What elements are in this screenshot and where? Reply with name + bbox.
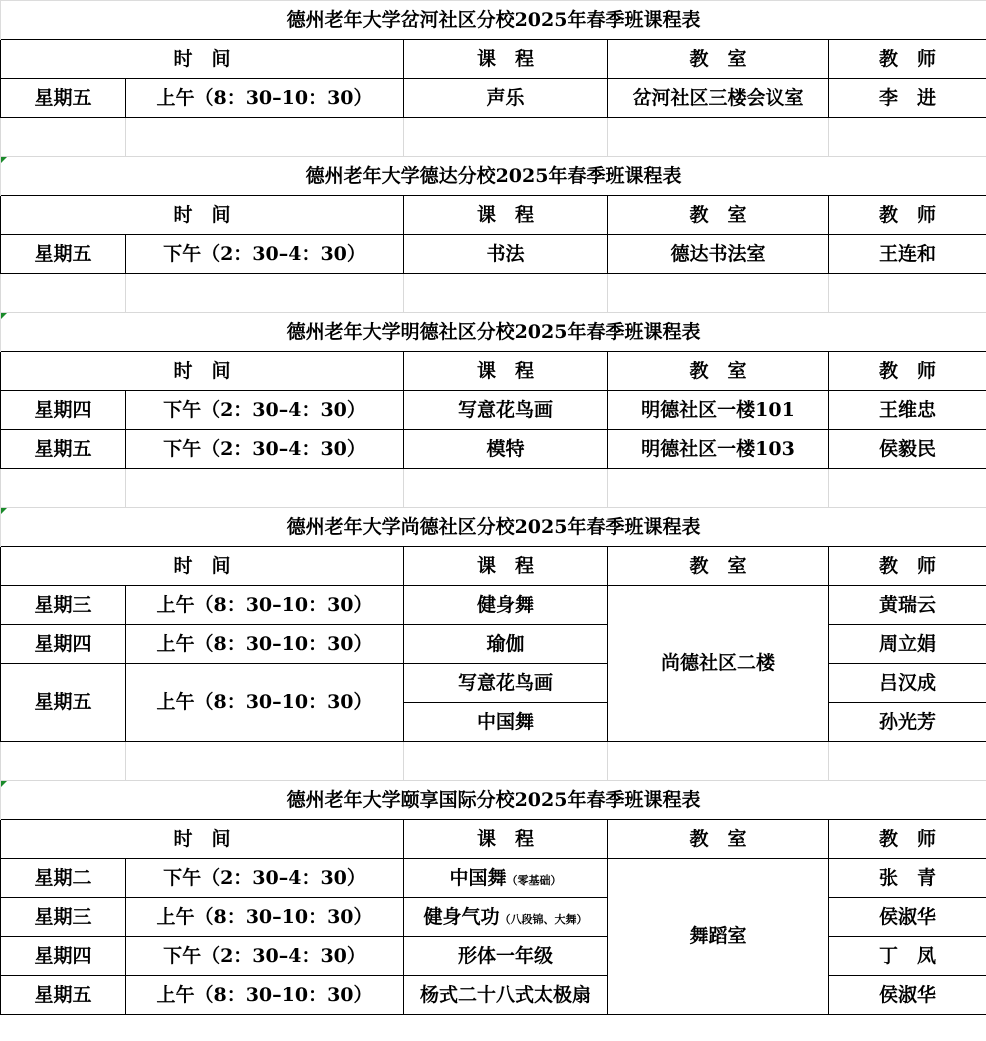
blank-cell — [829, 118, 986, 157]
course-cell: 声乐 — [404, 79, 608, 118]
section-title-row — [1, 781, 986, 820]
blank-cell — [608, 742, 829, 781]
course-name: 中国舞 — [449, 866, 507, 889]
header-course: 课 程 — [404, 196, 608, 235]
blank-cell — [126, 742, 404, 781]
teacher-cell: 丁 凤 — [829, 937, 986, 976]
blank-cell — [126, 274, 404, 313]
section-title — [1, 508, 986, 547]
course-cell: 模特 — [404, 430, 608, 469]
teacher-cell: 侯淑华 — [829, 898, 986, 937]
header-time: 时 间 — [1, 40, 404, 79]
header-time: 时 间 — [1, 820, 404, 859]
day-cell: 星期四 — [1, 625, 126, 664]
course-cell: 中国舞 — [404, 703, 608, 742]
day-cell: 星期四 — [1, 937, 126, 976]
header-teacher: 教 师 — [829, 820, 986, 859]
blank-cell — [1, 274, 126, 313]
blank-cell — [608, 274, 829, 313]
spacer-row — [1, 274, 986, 313]
day-cell: 星期三 — [1, 586, 126, 625]
header-course: 课 程 — [404, 547, 608, 586]
course-cell: 瑜伽 — [404, 625, 608, 664]
room-cell: 明德社区一楼101 — [608, 391, 829, 430]
header-room: 教 室 — [608, 40, 829, 79]
header-room: 教 室 — [608, 352, 829, 391]
blank-cell — [404, 742, 608, 781]
teacher-cell: 侯毅民 — [829, 430, 986, 469]
section-title — [1, 313, 986, 352]
blank-cell — [404, 118, 608, 157]
section-title — [1, 781, 986, 820]
course-cell: 杨式二十八式太极扇 — [404, 976, 608, 1015]
course-cell: 健身舞 — [404, 586, 608, 625]
blank-cell — [1, 469, 126, 508]
section-title — [1, 157, 986, 196]
section-title-text: 德州老年大学颐享国际分校2025年春季班课程表 — [286, 788, 701, 811]
blank-cell — [126, 118, 404, 157]
table-row — [1, 586, 986, 625]
section-title-row — [1, 313, 986, 352]
section-title-text: 德州老年大学德达分校2025年春季班课程表 — [305, 164, 682, 187]
course-cell: 书法 — [404, 235, 608, 274]
time-cell: 下午（2：30–4：30） — [126, 937, 404, 976]
section-title-text: 德州老年大学明德社区分校2025年春季班课程表 — [286, 320, 701, 343]
blank-cell — [404, 469, 608, 508]
room-cell: 德达书法室 — [608, 235, 829, 274]
header-row — [1, 352, 986, 391]
header-room: 教 室 — [608, 820, 829, 859]
teacher-cell: 王连和 — [829, 235, 986, 274]
table-row — [1, 79, 986, 118]
blank-cell — [608, 118, 829, 157]
blank-cell — [829, 274, 986, 313]
time-cell: 上午（8：30–10：30） — [126, 664, 404, 742]
header-time: 时 间 — [1, 547, 404, 586]
header-course: 课 程 — [404, 820, 608, 859]
header-room: 教 室 — [608, 547, 829, 586]
course-name: 健身气功 — [423, 905, 500, 928]
time-cell: 上午（8：30–10：30） — [126, 79, 404, 118]
time-cell: 下午（2：30–4：30） — [126, 235, 404, 274]
time-cell: 下午（2：30–4：30） — [126, 859, 404, 898]
time-cell: 上午（8：30–10：30） — [126, 625, 404, 664]
cell-comment-marker — [1, 781, 7, 787]
teacher-cell: 李 进 — [829, 79, 986, 118]
header-row — [1, 820, 986, 859]
section-title: 德州老年大学岔河社区分校2025年春季班课程表 — [1, 1, 986, 40]
room-cell: 明德社区一楼103 — [608, 430, 829, 469]
table-row — [1, 430, 986, 469]
day-cell: 星期二 — [1, 859, 126, 898]
time-cell: 下午（2：30–4：30） — [126, 391, 404, 430]
section-title-row — [1, 1, 986, 40]
section-title-row — [1, 508, 986, 547]
table-row — [1, 391, 986, 430]
time-cell: 上午（8：30–10：30） — [126, 976, 404, 1015]
teacher-cell: 张 青 — [829, 859, 986, 898]
teacher-cell: 周立娟 — [829, 625, 986, 664]
room-cell: 岔河社区三楼会议室 — [608, 79, 829, 118]
header-room: 教 室 — [608, 196, 829, 235]
course-cell — [404, 859, 608, 898]
teacher-cell: 黄瑞云 — [829, 586, 986, 625]
table-row — [1, 898, 986, 937]
day-cell: 星期三 — [1, 898, 126, 937]
table-row — [1, 937, 986, 976]
room-cell: 尚德社区二楼 — [608, 586, 829, 742]
cell-comment-marker — [1, 157, 7, 163]
blank-cell — [404, 274, 608, 313]
table-row — [1, 625, 986, 664]
table-row — [1, 664, 986, 703]
header-teacher: 教 师 — [829, 352, 986, 391]
room-cell: 舞蹈室 — [608, 859, 829, 1015]
time-cell: 上午（8：30–10：30） — [126, 898, 404, 937]
spacer-row — [1, 118, 986, 157]
header-time: 时 间 — [1, 352, 404, 391]
teacher-cell: 侯淑华 — [829, 976, 986, 1015]
course-cell: 写意花鸟画 — [404, 391, 608, 430]
header-row — [1, 40, 986, 79]
blank-cell — [608, 469, 829, 508]
course-cell — [404, 898, 608, 937]
blank-cell — [829, 469, 986, 508]
day-cell: 星期五 — [1, 976, 126, 1015]
teacher-cell: 吕汉成 — [829, 664, 986, 703]
blank-cell — [1, 742, 126, 781]
header-teacher: 教 师 — [829, 40, 986, 79]
spacer-row — [1, 469, 986, 508]
course-note: （八段锦、大舞） — [499, 912, 588, 926]
blank-cell — [126, 469, 404, 508]
time-cell: 下午（2：30–4：30） — [126, 430, 404, 469]
day-cell: 星期五 — [1, 664, 126, 742]
day-cell: 星期五 — [1, 430, 126, 469]
header-course: 课 程 — [404, 40, 608, 79]
table-row — [1, 235, 986, 274]
teacher-cell: 王维忠 — [829, 391, 986, 430]
section-title-text: 德州老年大学尚德社区分校2025年春季班课程表 — [286, 515, 701, 538]
day-cell: 星期五 — [1, 79, 126, 118]
day-cell: 星期四 — [1, 391, 126, 430]
cell-comment-marker — [1, 508, 7, 514]
blank-cell — [829, 742, 986, 781]
spacer-row — [1, 742, 986, 781]
teacher-cell: 孙光芳 — [829, 703, 986, 742]
section-title-row — [1, 157, 986, 196]
course-note: （零基础） — [506, 873, 562, 887]
cell-comment-marker — [1, 313, 7, 319]
header-teacher: 教 师 — [829, 547, 986, 586]
course-cell: 写意花鸟画 — [404, 664, 608, 703]
day-cell: 星期五 — [1, 235, 126, 274]
header-time: 时 间 — [1, 196, 404, 235]
header-row — [1, 196, 986, 235]
table-row — [1, 859, 986, 898]
time-cell: 上午（8：30–10：30） — [126, 586, 404, 625]
header-row — [1, 547, 986, 586]
blank-cell — [1, 118, 126, 157]
table-row — [1, 976, 986, 1015]
course-cell: 形体一年级 — [404, 937, 608, 976]
header-teacher: 教 师 — [829, 196, 986, 235]
header-course: 课 程 — [404, 352, 608, 391]
